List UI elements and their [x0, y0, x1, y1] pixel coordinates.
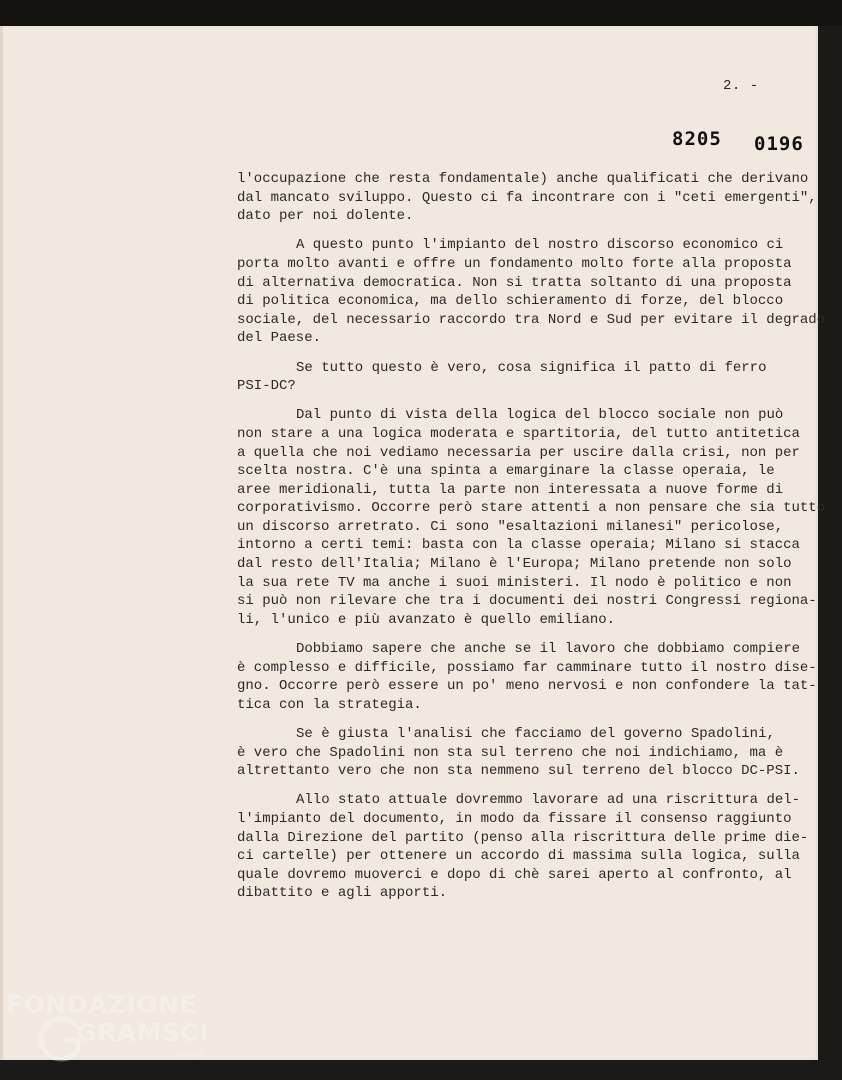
fondazione-gramsci-watermark — [6, 990, 216, 1070]
scanner-background-top — [0, 0, 842, 26]
paragraph — [237, 791, 809, 903]
watermark-tag: onlus — [178, 1050, 205, 1061]
text-line: è vero che Spadolini non sta sul terreno che noi indichiamo, ma è — [237, 744, 784, 761]
text-line: Se è giusta l'analisi che facciamo del governo Spadolini, — [296, 726, 775, 742]
archive-stamp-primary: 8205 — [672, 128, 722, 150]
text-line: quale dovremo muoverci e dopo di chè sarei aperto al confronto, al — [237, 866, 792, 883]
paragraph — [237, 640, 817, 714]
text-line: a quella che noi vediamo necessaria per uscire dalla crisi, non per — [237, 444, 800, 461]
document-body — [237, 170, 826, 914]
text-line: porta molto avanti e offre un fondamento molto forte alla proposta — [237, 255, 792, 272]
text-line: di alternativa democratica. Non si tratta soltanto di una proposta — [237, 274, 792, 291]
text-line: PSI-DC? — [237, 378, 296, 395]
text-line: la sua rete TV ma anche i suoi ministeri. Il nodo è politico e non — [237, 574, 792, 591]
paragraph — [237, 236, 826, 348]
watermark-subtitle: GRAMSCI — [76, 1018, 210, 1047]
text-line: del Paese. — [237, 330, 322, 347]
paragraph — [237, 725, 800, 781]
text-line: si può non rilevare che tra i documenti dei nostri Congressi regiona- — [237, 593, 817, 610]
text-line: dato per noi dolente. — [237, 208, 414, 225]
watermark-title: FONDAZIONE — [6, 990, 198, 1019]
text-line: Se tutto questo è vero, cosa significa il patto di ferro — [296, 359, 767, 376]
text-line: è complesso e difficile, possiamo far camminare tutto il nostro dise- — [237, 659, 817, 676]
text-line: non stare a una logica moderata e spartitoria, del tutto antitetica — [237, 425, 800, 442]
paragraph — [237, 406, 826, 629]
text-line: sociale, del necessario raccordo tra Nord e Sud per evitare il degrado — [237, 311, 826, 328]
text-line: l'impianto del documento, in modo da fissare il consenso raggiunto — [237, 810, 792, 827]
text-line: intorno a certi temi: basta con la classe operaia; Milano si stacca — [237, 537, 800, 554]
text-line: A questo punto l'impianto del nostro discorso economico ci — [296, 237, 784, 254]
text-line: altrettanto vero che non sta nemmeno sul terreno del blocco DC-PSI. — [237, 763, 800, 780]
text-line: l'occupazione che resta fondamentale) anche qualificati che derivano — [237, 171, 809, 187]
text-line: un discorso arretrato. Ci sono "esaltazioni milanesi" pericolose, — [237, 518, 784, 535]
page-number: 2. - — [723, 78, 759, 94]
text-line: gno. Occorre però essere un po' meno nervosi e non confondere la tat- — [237, 678, 817, 695]
text-line: dalla Direzione del partito (penso alla riscrittura delle prime die- — [237, 829, 809, 846]
text-line: dal mancato sviluppo. Questo ci fa incontrare con i "ceti emergenti", — [237, 189, 817, 206]
text-line: Dobbiamo sapere che anche se il lavoro che dobbiamo compiere — [296, 641, 801, 658]
archive-stamp-secondary: 0196 — [754, 133, 804, 155]
paragraph — [237, 359, 797, 396]
text-line: corporativismo. Occorre però stare attenti a non pensare che sia tutto — [237, 500, 826, 517]
text-line: dibattito e agli apporti. — [237, 885, 448, 902]
text-line: li, l'unico e più avanzato è quello emiliano. — [237, 611, 616, 628]
text-line: aree meridionali, tutta la parte non interessata a nuove forme di — [237, 481, 784, 498]
text-line: dal resto dell'Italia; Milano è l'Europa; Milano pretende non solo — [237, 556, 792, 573]
text-line: tica con la strategia. — [237, 696, 422, 713]
text-line: ci cartelle) per ottenere un accordo di massima sulla logica, sulla — [237, 848, 800, 865]
text-line: di politica economica, ma dello schieramento di forze, del blocco — [237, 293, 784, 310]
paragraph — [237, 170, 817, 226]
text-line: scelta nostra. C'è una spinta a emarginare la classe operaia, le — [237, 463, 775, 480]
text-line: Dal punto di vista della logica del blocco sociale non può — [296, 407, 784, 424]
page-left-edge — [0, 26, 3, 1060]
text-line: Allo stato attuale dovremmo lavorare ad una riscrittura del- — [296, 792, 801, 809]
